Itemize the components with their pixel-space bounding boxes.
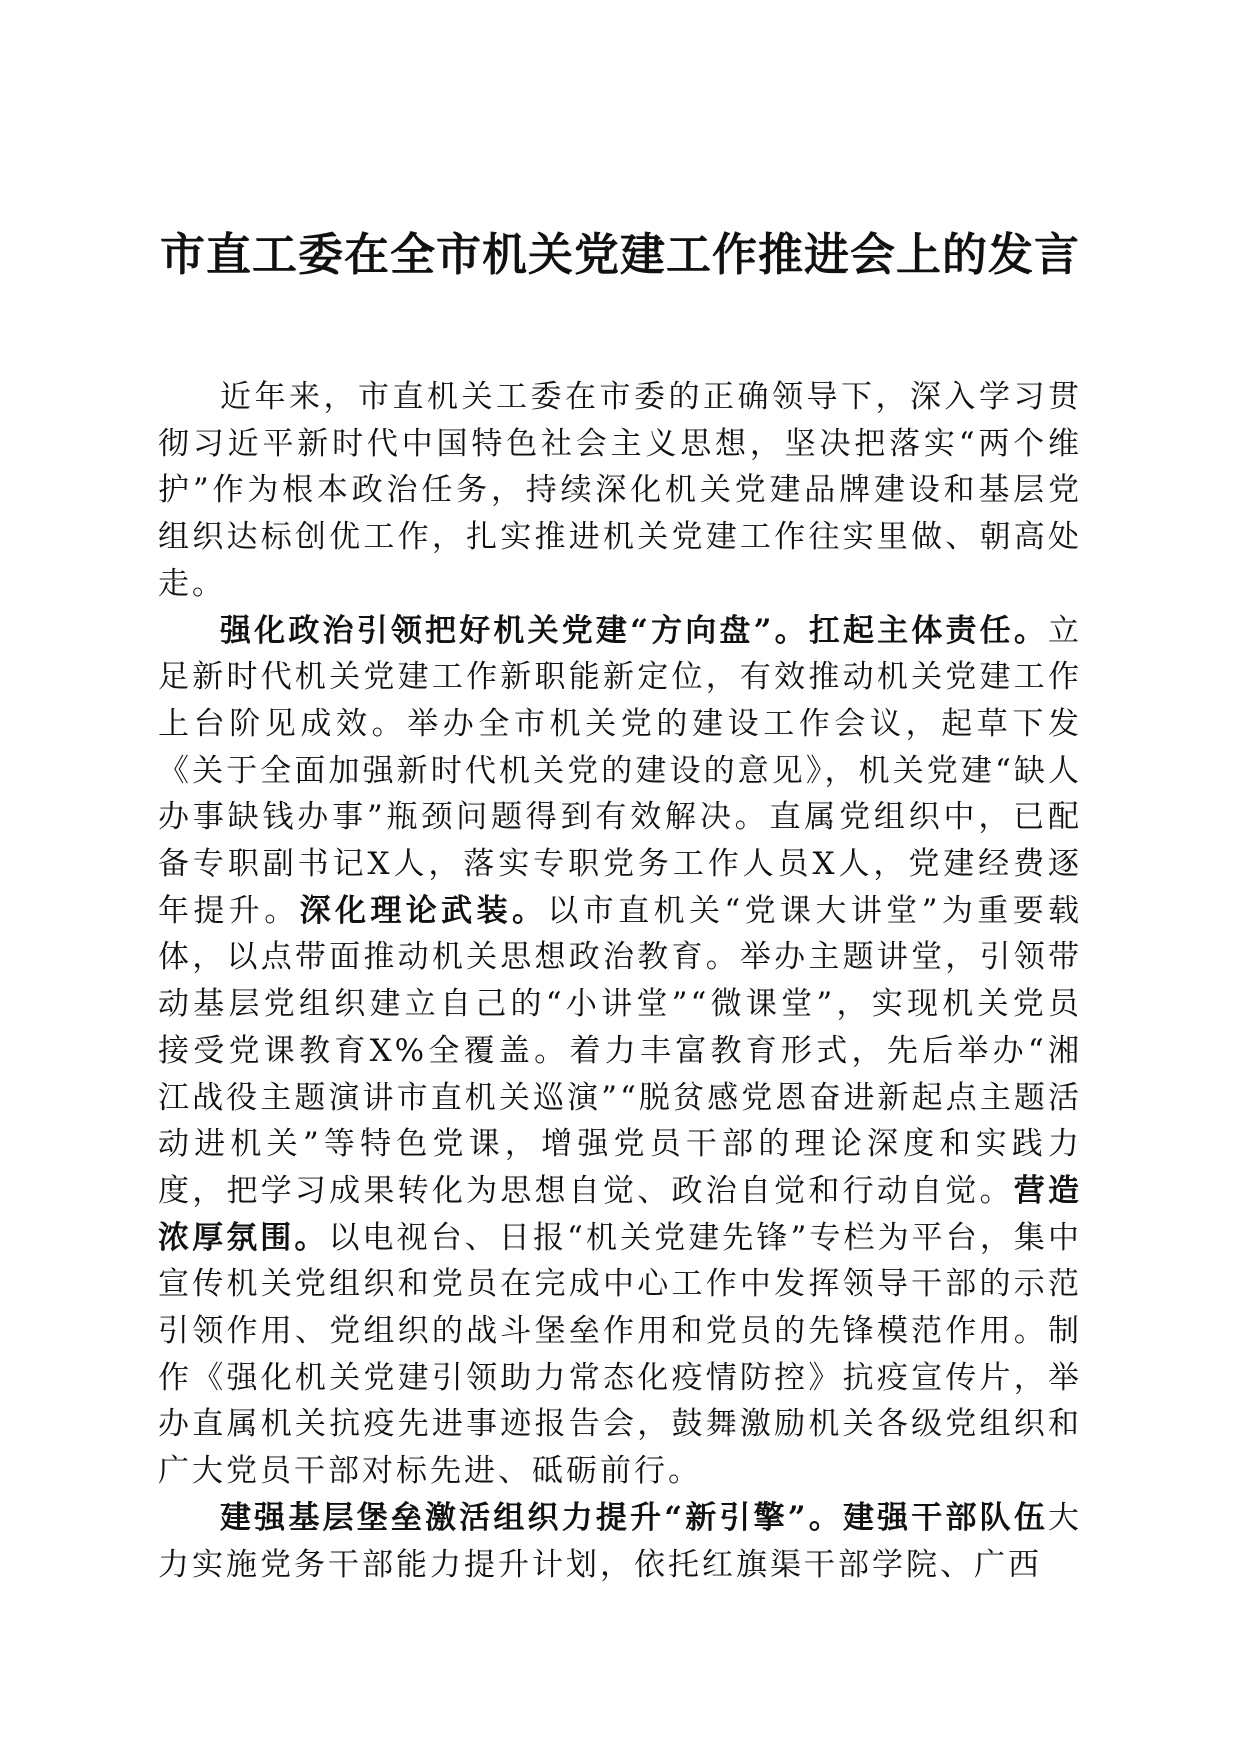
paragraph-text: 立足新时代机关党建工作新职能新定位，有效推动机关党建工作上台阶见成效。举办全市机关党的建设工作会议，起草下发《关于全面加强新时代机关党的建设的意见》，机关党建“缺人办事缺钱办事”瓶颈问题得到有效解决。直属党组织中，已配备专职副书记X人，落实专职党务工作人员X人，党建经费逐年提升。 <box>158 612 1082 929</box>
section-heading-political-leadership: 强化政治引领把好机关党建“方向盘”。扛起主体责任。 <box>220 612 1048 649</box>
paragraph-text: 大力实施党务干部能力提升计划，依托红旗渠干部学院、广西 <box>158 1499 1082 1583</box>
document-body <box>158 374 1082 1588</box>
paragraph-text: 以电视台、日报“机关党建先锋”专栏为平台，集中宣传机关党组织和党员在完成中心工作中发挥领导干部的示范引领作用、党组织的战斗堡垒作用和党员的先锋模范作用。制作《强化机关党建引领助力常态化疫情防控》抗疫宣传片，举办直属机关抗疫先进事迹报告会，鼓舞激励机关各级党组织和广大党员干部对标先进、砥砺前行。 <box>158 1219 1083 1490</box>
subheading-atmosphere: 营造浓厚氛围。 <box>158 1172 1083 1256</box>
subheading-theory-arming: 深化理论武装。 <box>299 892 548 929</box>
intro-text: 近年来，市直机关工委在市委的正确领导下，深入学习贯彻习近平新时代中国特色社会主义思想，坚决把落实“两个维护”作为根本政治任务，持续深化机关党建品牌建设和基层党组织达标创优工作，扎实推进机关党建工作往实里做、朝高处走。 <box>158 379 1082 602</box>
document-title: 市直工委在全市机关党建工作推进会上的发言 <box>159 228 1080 281</box>
paragraph-grassroots <box>158 1495 1082 1588</box>
paragraph-intro <box>158 374 1082 608</box>
paragraph-text: 以市直机关“党课大讲堂”为重要载体，以点带面推动机关思想政治教育。举办主题讲堂，引领带动基层党组织建立自己的“小讲堂”“微课堂”，实现机关党员接受党课教育X%全覆盖。着力丰富教育形式，先后举办“湘江战役主题演讲市直机关巡演”“脱贫感党恩奋进新起点主题活动进机关”等特色党课，增强党员干部的理论深度和实践力度，把学习成果转化为思想自觉、政治自觉和行动自觉。 <box>158 892 1083 1209</box>
section-heading-grassroots: 建强基层堡垒激活组织力提升“新引擎”。建强干部队伍 <box>220 1499 1048 1536</box>
paragraph-political-leadership <box>158 608 1082 1495</box>
